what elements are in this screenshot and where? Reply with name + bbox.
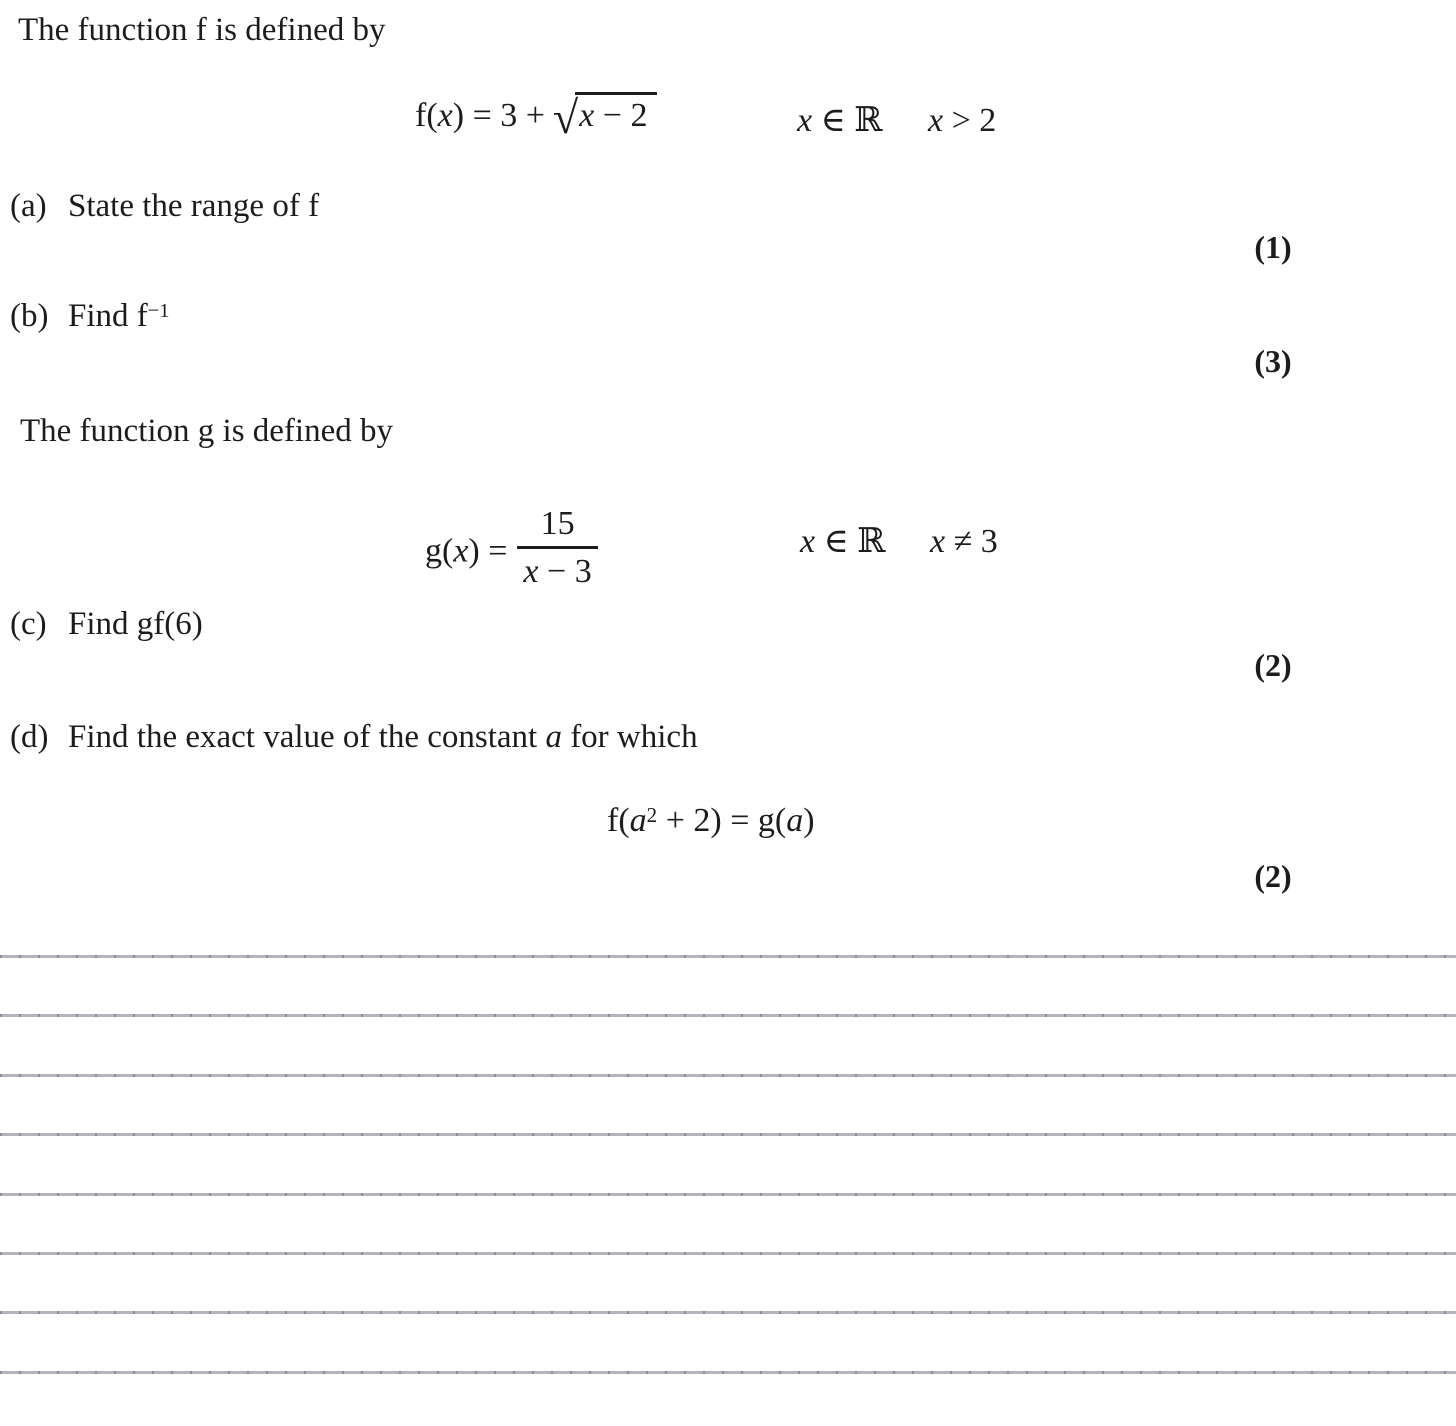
eq-d-var1: a: [629, 802, 647, 839]
part-a: [10, 186, 319, 227]
fraction-numerator: 15: [540, 505, 575, 542]
eq-d-var2: a: [786, 802, 804, 839]
intro-f-text: The function f is defined by: [18, 12, 386, 48]
eq-f-var: x: [437, 97, 453, 134]
intro-g-text: The function g is defined by: [20, 413, 393, 449]
eq-d-fname: f(: [607, 802, 630, 839]
eq-g-mid: ) =: [468, 532, 508, 570]
part-b: [10, 296, 170, 337]
eq-d-close: ): [803, 802, 815, 839]
part-c-marks: (2): [1254, 647, 1292, 683]
eq-d-mid: + 2) = g(: [657, 802, 787, 839]
eq-f-fname: f(: [415, 97, 438, 134]
part-c-label: (c): [10, 606, 47, 642]
answer-line: [0, 1252, 1456, 1255]
answer-line: [0, 1371, 1456, 1374]
answer-line: [0, 1311, 1456, 1314]
part-d: [10, 717, 698, 758]
eq-g-gname: g(: [425, 532, 454, 570]
part-d-var: a: [545, 719, 562, 755]
eq-f-condition: x > 2: [928, 102, 997, 139]
eq-f-domain: x ∈ ℝ: [797, 102, 883, 139]
sqrt-radicand: x − 2: [575, 92, 657, 134]
part-d-text-post: for which: [561, 719, 698, 755]
answer-line: [0, 1133, 1456, 1136]
equation-g: [425, 505, 598, 595]
eq-g-var: x: [453, 532, 469, 570]
eq-f-mid: ) = 3 +: [452, 97, 545, 134]
sqrt-sign: √: [552, 92, 576, 143]
part-a-label: (a): [10, 188, 47, 224]
answer-line: [0, 1014, 1456, 1017]
answer-line: [0, 1193, 1456, 1196]
part-d-text-pre: Find the exact value of the constant: [68, 719, 546, 755]
part-b-text: Find f: [68, 298, 148, 334]
eq-g-domain: x ∈ ℝ: [800, 523, 886, 560]
part-b-marks: (3): [1254, 343, 1292, 379]
answer-line: [0, 1074, 1456, 1077]
eq-g-condition: x ≠ 3: [930, 523, 998, 560]
answer-line: [0, 955, 1456, 958]
part-b-label: (b): [10, 298, 49, 334]
part-a-text: State the range of f: [68, 188, 320, 224]
part-d-marks: (2): [1254, 858, 1292, 894]
sqrt-radical: [552, 92, 658, 143]
fraction-denominator: x − 3: [517, 546, 597, 590]
part-a-marks: (1): [1254, 229, 1292, 265]
equation-d: [607, 800, 815, 843]
part-b-superscript: −1: [147, 300, 170, 322]
part-c-text: Find gf(6): [68, 606, 203, 642]
fraction: [517, 506, 597, 589]
part-c: [10, 604, 203, 645]
eq-d-superscript: 2: [646, 803, 658, 827]
part-d-label: (d): [10, 719, 49, 755]
equation-f: [415, 92, 657, 143]
